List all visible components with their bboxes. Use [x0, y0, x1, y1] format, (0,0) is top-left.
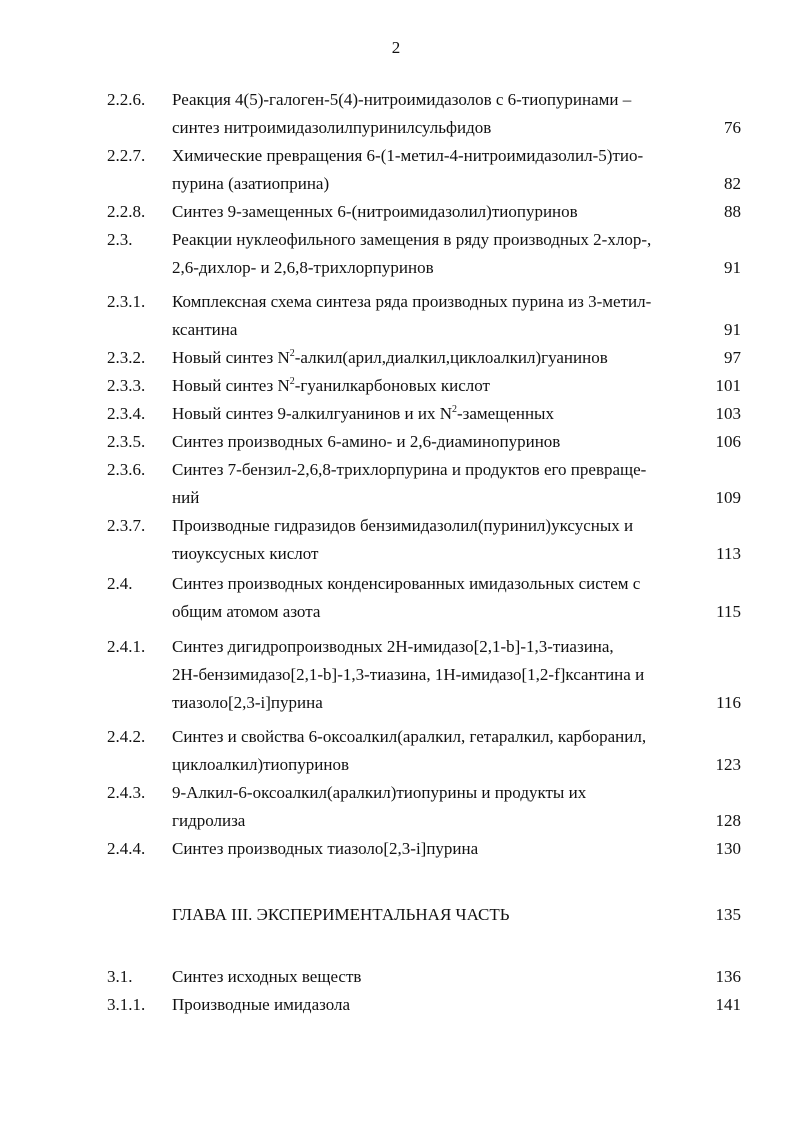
section-number: 2.3.2. — [107, 348, 146, 367]
section-number: 2.3.5. — [107, 432, 146, 451]
title-part: Новый синтез 9-алкилгуанинов и их N — [172, 404, 452, 423]
page-ref: 82 — [724, 174, 741, 193]
section-title-line: 9-Алкил-6-оксоалкил(аралкил)тиопурины и продукты их — [172, 783, 587, 802]
page-ref: 106 — [715, 432, 741, 451]
section-title-line: общим атомом азота — [172, 602, 321, 621]
page-ref: 135 — [715, 905, 741, 924]
title-part: -алкил(арил,диалкил,циклоалкил)гуанинов — [294, 348, 608, 367]
section-number: 2.3.3. — [107, 376, 146, 395]
section-title-line: пурина (азатиоприна) — [172, 174, 330, 193]
section-number: 2.4.1. — [107, 637, 146, 656]
section-number: 2.2.6. — [107, 90, 146, 109]
section-number: 2.3.1. — [107, 292, 146, 311]
section-title-line: 2Н-бензимидазо[2,1-b]-1,3-тиазина, 1Н-имидазо[1,2-f]ксантина и — [172, 665, 645, 684]
section-title-line: ксантина — [172, 320, 238, 339]
section-title-line: Синтез исходных веществ — [172, 967, 362, 986]
page-ref: 91 — [724, 258, 741, 277]
page-ref: 101 — [715, 376, 741, 395]
page-number: 2 — [391, 38, 401, 57]
page-ref: 115 — [716, 602, 741, 621]
section-title-line: Синтез 9-замещенных 6-(нитроимидазолил)тиопуринов — [172, 202, 578, 221]
section-number: 2.4.4. — [107, 839, 146, 858]
page-ref: 130 — [715, 839, 741, 858]
chapter-title: ГЛАВА III. ЭКСПЕРИМЕНТАЛЬНАЯ ЧАСТЬ — [172, 905, 510, 924]
section-title-line: Синтез производных 6-амино- и 2,6-диаминопуринов — [172, 432, 561, 451]
section-title-line: циклоалкил)тиопуринов — [172, 755, 349, 774]
superscript: 2 — [451, 404, 457, 415]
page-ref: 88 — [724, 202, 741, 221]
section-number: 2.3.6. — [107, 460, 146, 479]
section-number: 2.3. — [107, 230, 133, 249]
page-ref: 91 — [724, 320, 741, 339]
page-ref: 76 — [724, 118, 741, 137]
page-ref: 113 — [716, 544, 741, 563]
section-title-line — [172, 348, 608, 368]
page-ref: 103 — [715, 404, 741, 423]
page-ref: 116 — [716, 693, 741, 712]
page-ref: 123 — [715, 755, 741, 774]
section-title-line: Комплексная схема синтеза ряда производных пурина из 3-метил- — [172, 292, 652, 311]
section-number: 3.1.1. — [107, 995, 146, 1014]
section-number: 2.4. — [107, 574, 133, 593]
section-title-line: тиазоло[2,3-i]пурина — [172, 693, 323, 712]
section-title-line: Синтез производных конденсированных имидазольных систем с — [172, 574, 641, 593]
title-part: -замещенных — [456, 404, 554, 423]
section-title-line: Реакция 4(5)-галоген-5(4)-нитроимидазолов с 6-тиопуринами – — [172, 90, 632, 109]
section-number: 2.2.8. — [107, 202, 146, 221]
section-title-line: Производные гидразидов бензимидазолил(пуринил)уксусных и — [172, 516, 634, 535]
section-title-line: Синтез производных тиазоло[2,3-i]пурина — [172, 839, 479, 858]
page-ref: 97 — [724, 348, 741, 367]
title-part: -гуанилкарбоновых кислот — [294, 376, 490, 395]
section-title-line — [172, 404, 554, 424]
superscript: 2 — [289, 376, 295, 387]
section-title-line — [172, 376, 490, 396]
section-title-line: тиоуксусных кислот — [172, 544, 319, 563]
section-title-line: Химические превращения 6-(1-метил-4-нитроимидазолил-5)тио- — [172, 146, 644, 165]
section-title-line: Реакции нуклеофильного замещения в ряду производных 2-хлор-, — [172, 230, 652, 249]
section-title-line: Синтез дигидропроизводных 2Н-имидазо[2,1-b]-1,3-тиазина, — [172, 637, 614, 656]
section-title-line: 2,6-дихлор- и 2,6,8-трихлорпуринов — [172, 258, 434, 277]
section-number: 2.3.7. — [107, 516, 146, 535]
title-part: Новый синтез N — [172, 348, 290, 367]
section-number: 2.4.3. — [107, 783, 146, 802]
superscript: 2 — [289, 348, 295, 359]
section-number: 2.4.2. — [107, 727, 146, 746]
section-title-line: синтез нитроимидазолилпуринилсульфидов — [172, 118, 492, 137]
section-number: 2.3.4. — [107, 404, 146, 423]
section-title-line: ний — [172, 488, 200, 507]
page-ref: 141 — [715, 995, 741, 1014]
section-title-line: Синтез 7-бензил-2,6,8-трихлорпурина и продуктов его превраще- — [172, 460, 647, 479]
section-title-line: Синтез и свойства 6-оксоалкил(аралкил, гетаралкил, карборанил, — [172, 727, 647, 746]
section-title-line: гидролиза — [172, 811, 246, 830]
page-ref: 136 — [715, 967, 741, 986]
page-ref: 128 — [715, 811, 741, 830]
section-number: 2.2.7. — [107, 146, 146, 165]
section-title-line: Производные имидазола — [172, 995, 351, 1014]
section-number: 3.1. — [107, 967, 133, 986]
page-ref: 109 — [715, 488, 741, 507]
title-part: Новый синтез N — [172, 376, 290, 395]
